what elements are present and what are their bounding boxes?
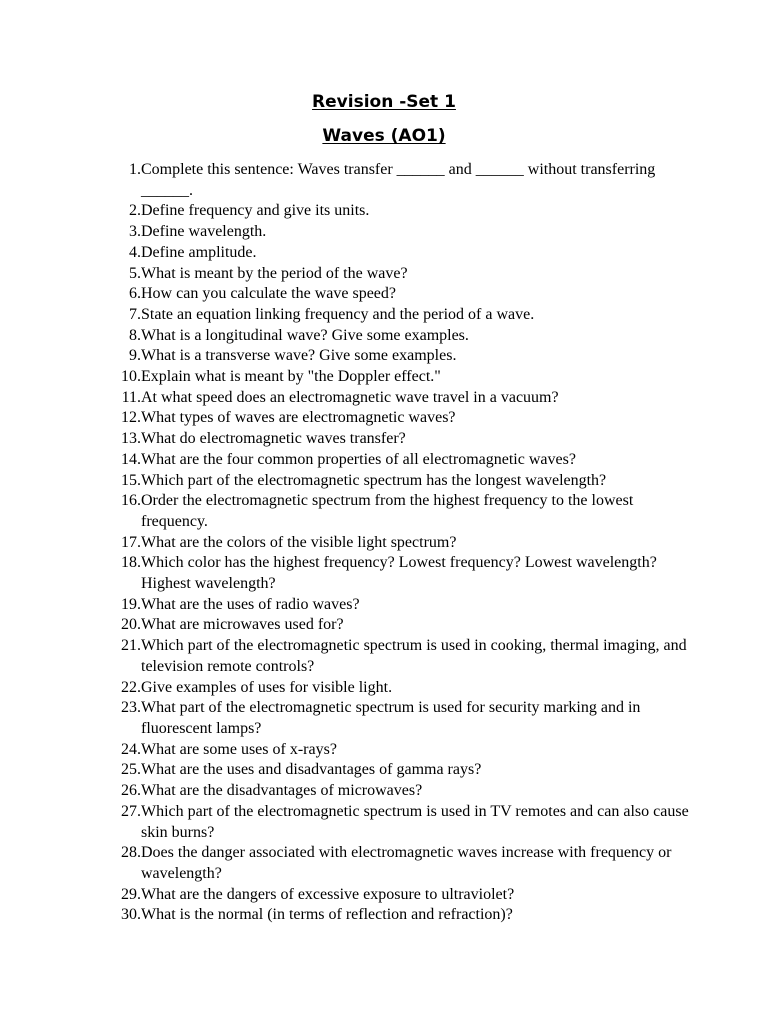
question-text: State an equation linking frequency and the period of a wave.	[141, 305, 535, 323]
question-item	[100, 346, 690, 367]
question-number: 30.	[121, 906, 141, 924]
question-number: 29.	[121, 885, 141, 903]
question-text: What is a transverse wave? Give some examples.	[141, 347, 457, 365]
question-number: 27.	[121, 802, 141, 820]
question-number: 23.	[121, 699, 141, 717]
page-title: Revision -Set 1	[312, 92, 456, 112]
question-text: What is the normal (in terms of reflection and refraction)?	[141, 906, 513, 924]
question-text: What do electromagnetic waves transfer?	[141, 430, 406, 448]
question-number: 16.	[121, 492, 141, 510]
question-number: 15.	[121, 471, 141, 489]
question-text: What are the colors of the visible light spectrum?	[141, 533, 457, 551]
question-text: Does the danger associated with electromagnetic waves increase with frequency or wavelength?	[141, 844, 672, 882]
question-item	[100, 595, 690, 616]
question-item	[100, 843, 690, 884]
question-text: Define wavelength.	[141, 223, 267, 241]
question-number: 21.	[121, 637, 141, 655]
question-item	[100, 305, 690, 326]
question-text: Define frequency and give its units.	[141, 202, 370, 220]
question-number: 20.	[121, 616, 141, 634]
page-subtitle: Waves (AO1)	[322, 126, 446, 146]
question-number: 24.	[121, 740, 141, 758]
question-item	[100, 553, 690, 594]
question-item	[100, 243, 690, 264]
question-number: 7.	[129, 305, 141, 323]
question-number: 12.	[121, 409, 141, 427]
question-number: 8.	[129, 326, 141, 344]
question-text: What is a longitudinal wave? Give some examples.	[141, 326, 469, 344]
question-item	[100, 367, 690, 388]
question-text: What are the uses of radio waves?	[141, 595, 360, 613]
question-text: Which part of the electromagnetic spectrum is used in TV remotes and can also cause skin burns?	[141, 802, 689, 841]
question-text: Define amplitude.	[141, 243, 257, 261]
question-item	[100, 636, 690, 677]
question-text: What are the four common properties of all electromagnetic waves?	[141, 450, 576, 468]
question-number: 3.	[129, 223, 141, 241]
question-item	[100, 740, 690, 761]
question-text: What part of the electromagnetic spectrum is used for security marking and in fluorescent lamps?	[141, 699, 641, 737]
question-number: 1.	[129, 161, 141, 178]
question-number: 10.	[121, 368, 141, 386]
question-text: Order the electromagnetic spectrum from the highest frequency to the lowest frequency.	[141, 492, 634, 530]
question-number: 14.	[121, 450, 141, 468]
question-text: Explain what is meant by "the Doppler effect."	[141, 368, 441, 386]
question-number: 26.	[121, 782, 141, 800]
question-item	[100, 264, 690, 285]
question-text: What are the uses and disadvantages of gamma rays?	[141, 761, 482, 779]
question-number: 2.	[129, 202, 141, 220]
question-text: What is meant by the period of the wave?	[141, 264, 408, 282]
question-item	[100, 533, 690, 554]
question-item	[100, 491, 690, 532]
question-number: 6.	[129, 285, 141, 303]
question-text: Which color has the highest frequency? Lowest frequency? Lowest wavelength? Highest wavelength?	[141, 554, 657, 593]
question-text: At what speed does an electromagnetic wave travel in a vacuum?	[141, 388, 559, 406]
question-number: 22.	[121, 678, 141, 696]
question-list	[100, 160, 690, 926]
question-text: Which part of the electromagnetic spectrum has the longest wavelength?	[141, 471, 607, 489]
question-item	[100, 885, 690, 906]
question-item	[100, 201, 690, 222]
question-item	[100, 615, 690, 636]
question-text: What types of waves are electromagnetic waves?	[141, 409, 456, 427]
question-number: 28.	[121, 844, 141, 862]
question-text: Complete this sentence: Waves transfer ______ and ______ without transferring ______.	[141, 161, 656, 199]
question-number: 4.	[129, 243, 141, 261]
question-number: 18.	[121, 554, 141, 572]
question-item	[100, 450, 690, 471]
question-item	[100, 160, 690, 201]
question-text: What are the dangers of excessive exposure to ultraviolet?	[141, 885, 515, 903]
question-item	[100, 222, 690, 243]
question-item	[100, 326, 690, 347]
question-number: 11.	[121, 388, 141, 406]
question-item	[100, 781, 690, 802]
question-item	[100, 678, 690, 699]
question-text: What are some uses of x-rays?	[141, 740, 337, 758]
question-item	[100, 802, 690, 843]
question-number: 17.	[121, 533, 141, 551]
question-number: 19.	[121, 595, 141, 613]
question-number: 9.	[129, 347, 141, 365]
question-number: 5.	[129, 264, 141, 282]
question-item	[100, 698, 690, 739]
question-text: What are the disadvantages of microwaves?	[141, 782, 423, 800]
question-item	[100, 760, 690, 781]
question-item	[100, 471, 690, 492]
question-text: What are microwaves used for?	[141, 616, 344, 634]
question-item	[100, 905, 690, 926]
question-number: 13.	[121, 430, 141, 448]
question-text: How can you calculate the wave speed?	[141, 285, 396, 303]
question-item	[100, 429, 690, 450]
question-item	[100, 284, 690, 305]
question-item	[100, 388, 690, 409]
question-text: Give examples of uses for visible light.	[141, 678, 393, 696]
question-number: 25.	[121, 761, 141, 779]
question-item	[100, 408, 690, 429]
question-text: Which part of the electromagnetic spectrum is used in cooking, thermal imaging, and television remote controls?	[141, 637, 687, 675]
